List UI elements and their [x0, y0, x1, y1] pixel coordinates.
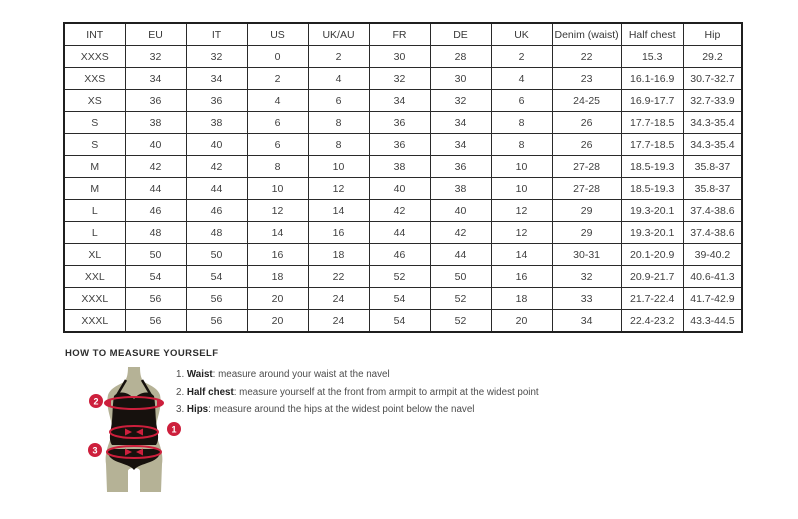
svg-text:1: 1: [171, 424, 177, 435]
table-cell: 24: [308, 310, 369, 333]
table-cell: 16: [491, 266, 552, 288]
table-cell: 35.8-37: [683, 156, 742, 178]
table-cell: 34: [430, 112, 491, 134]
table-cell: 50: [125, 244, 186, 266]
header-row: [64, 23, 742, 46]
table-cell: 17.7-18.5: [621, 112, 683, 134]
column-header: UK/AU: [308, 23, 369, 46]
table-cell: XS: [64, 90, 125, 112]
table-cell: 36: [369, 134, 430, 156]
step-label: Half chest: [186, 386, 234, 398]
table-row: [64, 288, 742, 310]
table-cell: 32: [125, 46, 186, 68]
step-label: Waist: [186, 369, 213, 380]
table-cell: 6: [308, 90, 369, 112]
table-cell: 46: [369, 244, 430, 266]
table-cell: 43.3-44.5: [683, 310, 742, 333]
column-header: INT: [64, 23, 125, 46]
table-cell: 42: [369, 200, 430, 222]
measure-point-3-badge: [88, 443, 102, 457]
table-cell: 46: [186, 200, 247, 222]
table-cell: 50: [186, 244, 247, 266]
table-cell: 26: [552, 134, 621, 156]
table-row: [64, 310, 742, 333]
table-cell: 8: [247, 156, 308, 178]
svg-text:2: 2: [93, 396, 99, 407]
table-cell: 52: [430, 310, 491, 333]
table-cell: 29: [552, 200, 621, 222]
table-cell: 20: [247, 310, 308, 333]
table-cell: 8: [308, 112, 369, 134]
table-cell: 46: [125, 200, 186, 222]
table-cell: 36: [125, 90, 186, 112]
table-row: [64, 68, 742, 90]
table-cell: 24: [308, 288, 369, 310]
table-cell: 28: [430, 46, 491, 68]
table-cell: 19.3-20.1: [621, 222, 683, 244]
table-cell: 48: [186, 222, 247, 244]
step-number: 3.: [176, 404, 185, 415]
table-cell: 44: [186, 178, 247, 200]
table-cell: 4: [308, 68, 369, 90]
table-cell: 30.7-32.7: [683, 68, 742, 90]
table-cell: 32: [430, 90, 491, 112]
table-row: [64, 244, 742, 266]
table-cell: 42: [125, 156, 186, 178]
table-row: [64, 90, 742, 112]
table-cell: 34: [552, 310, 621, 333]
table-cell: 18: [308, 244, 369, 266]
table-cell: 36: [186, 90, 247, 112]
table-cell: 44: [369, 222, 430, 244]
step-number: 1.: [176, 369, 185, 380]
table-cell: 2: [308, 46, 369, 68]
table-cell: 10: [491, 156, 552, 178]
step-label: Hips: [186, 404, 209, 415]
table-cell: 29: [552, 222, 621, 244]
table-cell: 16: [247, 244, 308, 266]
table-row: [64, 178, 742, 200]
column-header: UK: [491, 23, 552, 46]
table-cell: L: [64, 222, 125, 244]
table-row: [64, 112, 742, 134]
table-cell: 14: [491, 244, 552, 266]
table-cell: 16.1-16.9: [621, 68, 683, 90]
measure-step-waist: [176, 369, 539, 380]
table-cell: 2: [491, 46, 552, 68]
table-cell: 56: [125, 310, 186, 333]
table-row: [64, 200, 742, 222]
table-cell: 56: [186, 288, 247, 310]
table-cell: XXS: [64, 68, 125, 90]
table-cell: 54: [369, 310, 430, 333]
table-cell: 20.1-20.9: [621, 244, 683, 266]
column-header: FR: [369, 23, 430, 46]
table-cell: 30: [430, 68, 491, 90]
table-cell: 20.9-21.7: [621, 266, 683, 288]
table-cell: 0: [247, 46, 308, 68]
table-cell: 21.7-22.4: [621, 288, 683, 310]
table-cell: M: [64, 156, 125, 178]
table-cell: 2: [247, 68, 308, 90]
table-cell: 34: [430, 134, 491, 156]
table-cell: 22: [552, 46, 621, 68]
table-cell: 24-25: [552, 90, 621, 112]
table-cell: 18: [247, 266, 308, 288]
table-cell: 41.7-42.9: [683, 288, 742, 310]
table-cell: 17.7-18.5: [621, 134, 683, 156]
table-cell: 4: [491, 68, 552, 90]
table-cell: 8: [491, 134, 552, 156]
table-cell: 38: [186, 112, 247, 134]
table-cell: S: [64, 112, 125, 134]
table-cell: 12: [491, 222, 552, 244]
table-cell: 16.9-17.7: [621, 90, 683, 112]
table-cell: 8: [491, 112, 552, 134]
table-cell: 14: [308, 200, 369, 222]
column-header: Hip: [683, 23, 742, 46]
table-cell: 27-28: [552, 156, 621, 178]
table-cell: 33: [552, 288, 621, 310]
column-header: EU: [125, 23, 186, 46]
table-cell: 48: [125, 222, 186, 244]
svg-text:3: 3: [92, 445, 98, 456]
table-cell: 19.3-20.1: [621, 200, 683, 222]
table-cell: 52: [369, 266, 430, 288]
table-cell: 42: [186, 156, 247, 178]
table-cell: 36: [430, 156, 491, 178]
column-header: IT: [186, 23, 247, 46]
table-cell: 38: [369, 156, 430, 178]
table-cell: XXL: [64, 266, 125, 288]
table-cell: 54: [186, 266, 247, 288]
table-cell: 37.4-38.6: [683, 200, 742, 222]
table-cell: 12: [491, 200, 552, 222]
table-cell: 6: [247, 134, 308, 156]
table-cell: 6: [247, 112, 308, 134]
table-cell: 54: [369, 288, 430, 310]
table-row: [64, 46, 742, 68]
table-cell: 42: [430, 222, 491, 244]
measurement-figure-illustration: [80, 366, 190, 498]
table-cell: 36: [369, 112, 430, 134]
table-cell: 10: [491, 178, 552, 200]
table-cell: S: [64, 134, 125, 156]
table-cell: 54: [125, 266, 186, 288]
measure-point-1-badge: [167, 422, 181, 436]
table-cell: 30: [369, 46, 430, 68]
table-cell: 10: [308, 156, 369, 178]
table-cell: 29.2: [683, 46, 742, 68]
table-cell: 56: [186, 310, 247, 333]
table-cell: 23: [552, 68, 621, 90]
table-cell: XXXL: [64, 310, 125, 333]
table-cell: 12: [308, 178, 369, 200]
table-cell: XXXL: [64, 288, 125, 310]
table-cell: 32: [186, 46, 247, 68]
table-cell: 34: [186, 68, 247, 90]
table-row: [64, 222, 742, 244]
table-cell: 35.8-37: [683, 178, 742, 200]
table-row: [64, 134, 742, 156]
table-cell: 22.4-23.2: [621, 310, 683, 333]
table-cell: 50: [430, 266, 491, 288]
table-cell: 20: [491, 310, 552, 333]
table-cell: 52: [430, 288, 491, 310]
table-cell: 40: [125, 134, 186, 156]
table-cell: 44: [430, 244, 491, 266]
table-cell: 8: [308, 134, 369, 156]
table-cell: 32: [552, 266, 621, 288]
table-row: [64, 266, 742, 288]
table-cell: 34: [125, 68, 186, 90]
table-row: [64, 156, 742, 178]
table-cell: 30-31: [552, 244, 621, 266]
size-chart-table-body: [64, 23, 742, 332]
table-cell: 22: [308, 266, 369, 288]
measure-point-2-badge: [89, 394, 103, 408]
table-cell: 34.3-35.4: [683, 112, 742, 134]
table-cell: 6: [491, 90, 552, 112]
table-cell: 56: [125, 288, 186, 310]
column-header: DE: [430, 23, 491, 46]
measure-instructions-list: [176, 369, 539, 422]
table-cell: 20: [247, 288, 308, 310]
table-cell: 18: [491, 288, 552, 310]
table-cell: 18.5-19.3: [621, 178, 683, 200]
table-cell: 34: [369, 90, 430, 112]
table-cell: 32: [369, 68, 430, 90]
table-cell: 26: [552, 112, 621, 134]
table-cell: 12: [247, 200, 308, 222]
table-cell: 10: [247, 178, 308, 200]
table-cell: 37.4-38.6: [683, 222, 742, 244]
table-cell: XXXS: [64, 46, 125, 68]
table-cell: 44: [125, 178, 186, 200]
table-cell: 38: [430, 178, 491, 200]
table-cell: 14: [247, 222, 308, 244]
measure-step-half-chest: [176, 387, 539, 398]
table-cell: 4: [247, 90, 308, 112]
measure-step-hips: [176, 404, 539, 415]
column-header: Denim (waist): [552, 23, 621, 46]
table-cell: 15.3: [621, 46, 683, 68]
column-header: Half chest: [621, 23, 683, 46]
table-cell: L: [64, 200, 125, 222]
size-chart-table: [63, 22, 743, 333]
table-cell: 40: [430, 200, 491, 222]
table-cell: M: [64, 178, 125, 200]
column-header: US: [247, 23, 308, 46]
table-cell: 40: [369, 178, 430, 200]
table-cell: XL: [64, 244, 125, 266]
step-text: : measure around your waist at the navel: [212, 369, 390, 380]
measure-section-title: HOW TO MEASURE YOURSELF: [65, 348, 219, 359]
step-number: 2.: [176, 386, 185, 398]
table-cell: 16: [308, 222, 369, 244]
table-cell: 40.6-41.3: [683, 266, 742, 288]
table-cell: 39-40.2: [683, 244, 742, 266]
step-text: : measure around the hips at the widest point below the navel: [208, 404, 475, 415]
table-cell: 32.7-33.9: [683, 90, 742, 112]
table-cell: 38: [125, 112, 186, 134]
table-cell: 27-28: [552, 178, 621, 200]
table-cell: 40: [186, 134, 247, 156]
table-cell: 18.5-19.3: [621, 156, 683, 178]
step-text: : measure yourself at the front from armpit to armpit at the widest point: [233, 386, 539, 398]
table-cell: 34.3-35.4: [683, 134, 742, 156]
